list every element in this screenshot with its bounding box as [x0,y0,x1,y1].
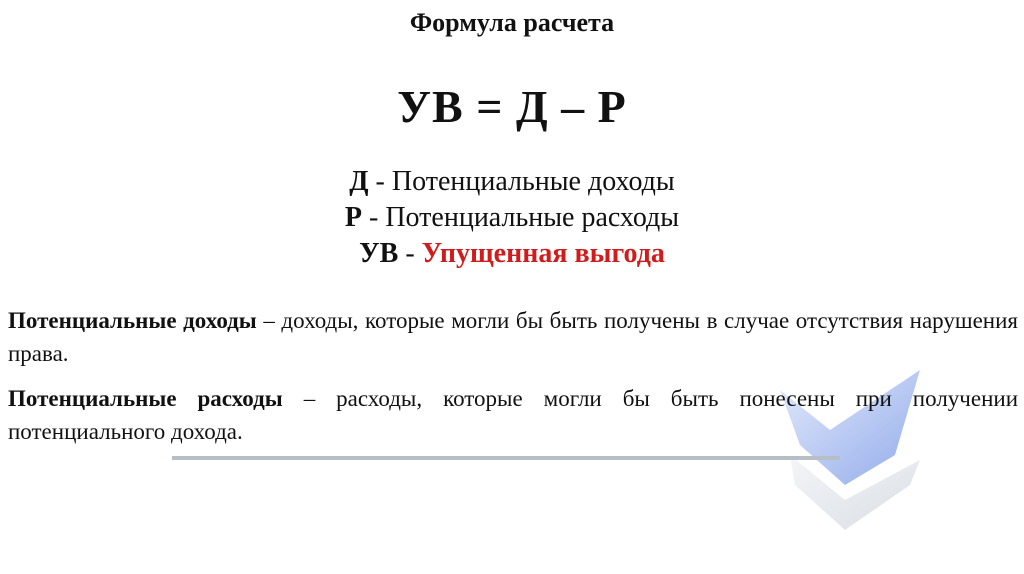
legend-text-highlighted: Упущенная выгода [421,238,665,269]
formula: УВ = Д – Р [397,81,627,132]
formula-legend [0,164,1024,272]
legend-key: Р [344,202,362,233]
legend-separator: - [362,202,386,233]
definition-potential-income [8,304,1018,370]
slide-title: Формула расчета [409,8,615,37]
definition-term: Потенциальные расходы [8,386,283,411]
legend-key: УВ [359,238,399,269]
definition-text: – доходы, которые могли бы быть получены в случае отсутствия нарушения права. [8,308,1018,366]
legend-item-expenses [0,200,1024,236]
legend-separator: - [398,238,422,269]
definition-potential-expenses [8,382,1018,448]
legend-text: Потенциальные доходы [391,166,675,197]
definition-term: Потенциальные доходы [8,308,257,333]
divider-line [172,456,840,460]
legend-text: Потенциальные расходы [385,202,680,233]
legend-key: Д [349,166,369,197]
legend-separator: - [368,166,392,197]
legend-item-income [0,164,1024,200]
definition-text: – расходы, которые могли бы быть понесены при получении потенциального дохода. [8,386,1018,444]
legend-item-lost-profit [0,236,1024,272]
